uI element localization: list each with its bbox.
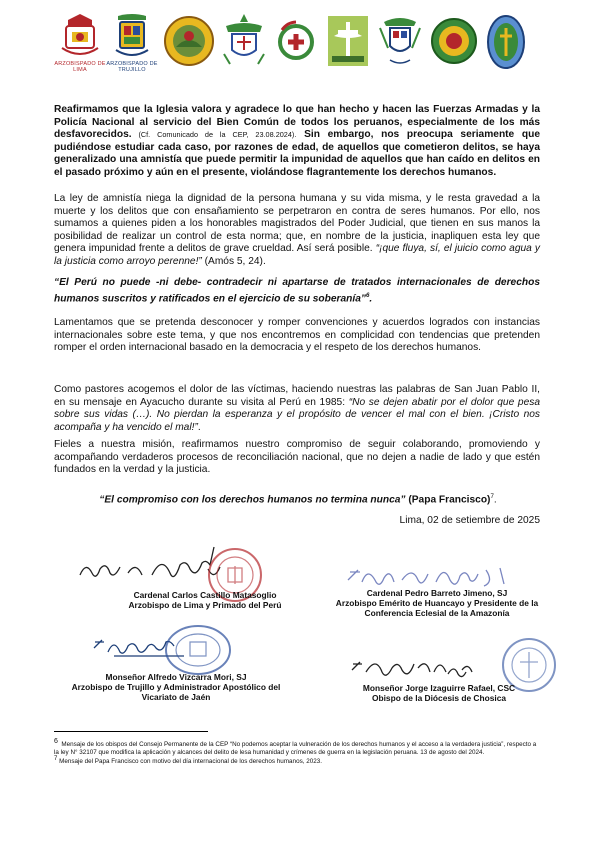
signer-name: Monseñor Jorge Izaguirre Rafael, CSC <box>362 683 516 693</box>
health-ministry-logo <box>274 14 318 78</box>
diocese-crest-logo <box>222 14 266 78</box>
signature-barreto <box>344 560 524 590</box>
signer-title: Arzobispo de Trujillo y Administrador Apostólico del <box>71 682 281 693</box>
signer-name: Monseñor Alfredo Vizcarra Mori, SJ <box>105 672 247 682</box>
footnote-7 <box>54 756 540 766</box>
signature-block-izaguirre <box>334 683 544 703</box>
paragraph-text: Como pastores acogemos el dolor de las víctimas, haciendo nuestras las palabras de San Juan Pablo II, en su mensaje en Ayacucho durante su visita al Perú en 1985: <box>54 384 540 408</box>
logo-caption: ARZOBISPADO DE LIMA <box>54 61 106 73</box>
francis-reference: (Papa Francisco) <box>405 494 491 506</box>
paragraph-end: . <box>197 421 201 433</box>
paragraph-text: La ley de amnistía niega la dignidad de la persona humana y su vida misma, y le resta gravedad a la muerte y los delitos que con ensañamiento se perpetraron en contra de seres humanos. Por ello, nos sumamos a quienes piden a los honorables magistrados del Poder Judicial, que tienen en sus manos la posibilidad de realizar un control de esta norma; que, en nombre de la justicia, inapliquen esta ley que genera impunidad frente a delitos de grave crueldad. Así será posible. <box>54 193 540 255</box>
signature-block-castillo <box>90 590 320 610</box>
paragraph-international-order <box>54 317 540 355</box>
logo-strip <box>54 14 548 78</box>
footnote-divider <box>54 731 208 732</box>
paragraph-amnesty-law <box>54 193 540 269</box>
francis-quote: “El compromiso con los derechos humanos no termina nunca” <box>99 494 406 506</box>
signer-title: Vicariato de Jaén <box>141 692 211 703</box>
signature-block-vizcarra <box>56 672 296 703</box>
signature-block-barreto <box>318 588 556 619</box>
footnotes <box>54 738 540 766</box>
closing-period: . <box>493 494 497 506</box>
paragraph-armed-forces <box>54 104 540 180</box>
footnote-ref-6[interactable]: 6 <box>365 291 370 299</box>
signer-name: Cardenal Carlos Castillo Matasoglio <box>133 590 277 600</box>
vicariato-seal-logo <box>164 14 214 78</box>
footnote-number: 6 <box>54 738 58 745</box>
signer-title: Conferencia Eclesial de la Amazonía <box>364 608 510 619</box>
footnote-ref-7[interactable]: 7 <box>490 493 494 500</box>
dove-cross-logo <box>326 14 370 78</box>
pope-quote: “No se dejen abatir por el dolor que pesa sobre sus vidas (…). No pierdan la esperanza y el propósito de vencer el mal con el bien. ¡Cristo nos acompaña y ha vencido el mal!” <box>54 396 541 433</box>
footnote-6 <box>54 738 540 756</box>
bible-quote: “¡que fluya, sí, el juicio como agua y la justicia como arroyo perenne!” <box>54 243 541 267</box>
arzobispado-de-trujillo-logo <box>106 14 158 78</box>
signer-title: Obispo de la Diócesis de Chosica <box>371 693 507 704</box>
footnote-text: Mensaje de los obispos del Consejo Permanente de la CEP “No podemos aceptar la vulneración de los derechos humanos y el acceso a la verdadera justicia”, respecto a la ley N° 32107 que modifica la aplicación y alcances del delito de lesa humanidad y crímenes de guerra en la legislación peruana. 13 de agosto del 2024. <box>54 741 537 756</box>
signer-title: Arzobispo Emérito de Huancayo y Presidente de la <box>335 598 539 609</box>
paragraph-text: Lamentamos que se pretenda desconocer y romper convenciones y acuerdos logrados con instancias internacionales sobre este tema, y que nos encontremos en complicidad con tendencias que pretenden romper el orden internacional basado en la democracia y el respeto de los derechos humanos. <box>54 317 540 354</box>
footnote-number: 7 <box>54 756 58 763</box>
green-sun-seal-logo <box>430 14 478 78</box>
paragraph-text: Fieles a nuestra misión, reafirmamos nuestro compromiso de seguir colaborando, promoviendo y acompañando verdaderos procesos de reconciliación nacional, que no dejen a nadie de lado y que estén fundados en la verdad y la justicia. <box>54 439 540 476</box>
seal-stamp-trujillo <box>164 624 232 676</box>
arzobispado-de-lima-logo <box>54 14 106 78</box>
treaties-quote: “El Perú no puede -ni debe- contradecir ni apartarse de tratados internacionales de derechos humanos suscritos y ratificados en el ejercicio de su soberanía” <box>54 277 540 304</box>
signer-name: Cardenal Pedro Barreto Jimeno, SJ <box>366 588 508 598</box>
blue-oval-logo <box>486 14 526 78</box>
citation: (Cf. Comunicado de la CEP, 23.08.2024). <box>131 130 297 140</box>
closing-quote <box>0 491 596 507</box>
document-date: Lima, 02 de setiembre de 2025 <box>399 515 540 526</box>
footnote-text: Mensaje del Papa Francisco con motivo del día internacional de los derechos humanos, 2023. <box>59 758 322 766</box>
signature-izaguirre <box>348 652 488 682</box>
paragraph-text: Sin embargo, nos preocupa seriamente que pudiéndose estudiar cada caso, por razones de edad, de aquellos que cometieron delitos, se haya generalizado una amnistía que puede permitir la impunidad de aquellos que han caído en delitos en el pasado próximo y aún en el presente, violándose flagrantemente los derechos humanos. <box>54 129 541 178</box>
paragraph-victims <box>54 384 540 434</box>
bishop-crest-logo <box>378 14 422 78</box>
paragraph-text: Reafirmamos que la Iglesia valora y agradece lo que han hecho y hacen las Fuerzas Armadas y la Policía Nacional al servicio del Bien Común de todos los peruanos, especialmente de los más desfavorecidos. <box>54 104 540 141</box>
bible-reference: (Amós 5, 24). <box>201 255 266 267</box>
signer-title: Arzobispo de Lima y Primado del Perú <box>128 600 282 611</box>
paragraph-commitment <box>54 439 540 477</box>
logo-caption: ARZOBISPADO DE TRUJILLO <box>106 61 158 73</box>
paragraph-treaties-quote: “El Perú no puede -ni debe- contradecir ni apartarse de tratados internacionales de derechos humanos suscritos y ratificados en el ejercicio de su soberanía”$^6$. <box>54 277 540 304</box>
